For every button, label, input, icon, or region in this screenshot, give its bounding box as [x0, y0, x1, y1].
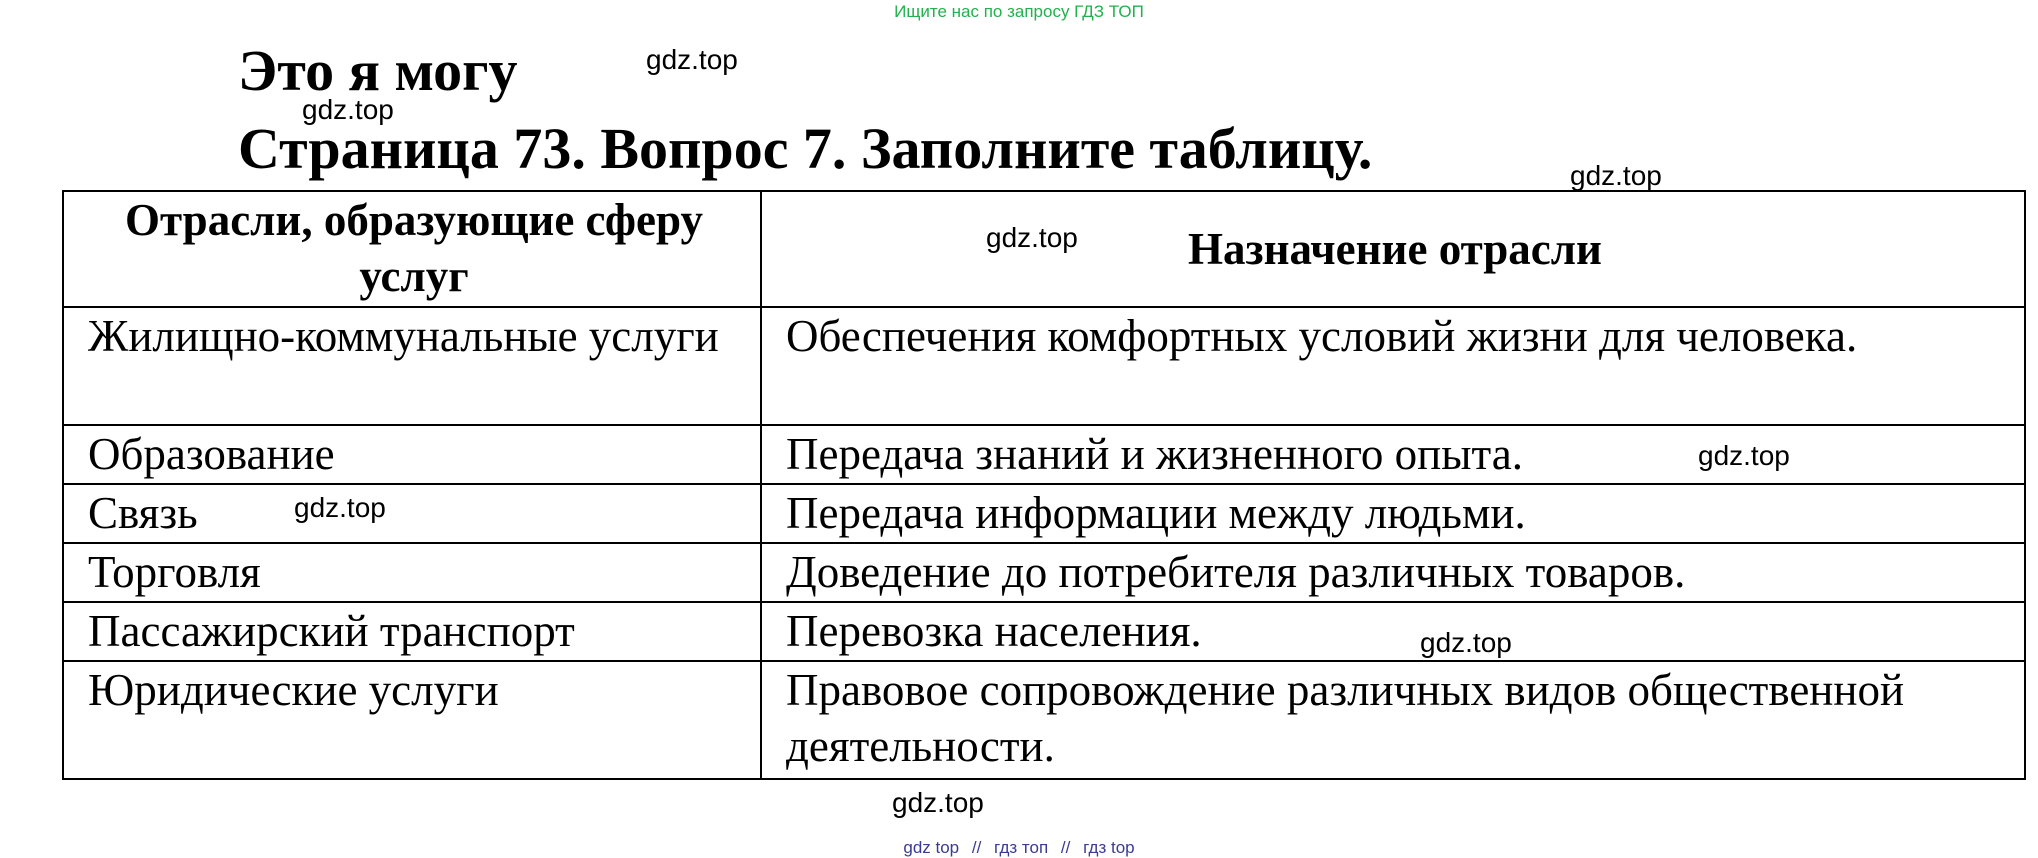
- industry-cell: Пассажирский транспорт: [63, 602, 761, 661]
- table-row: [63, 661, 2025, 779]
- footer-link[interactable]: gdz top: [903, 838, 960, 857]
- top-banner: Ищите нас по запросу ГДЗ ТОП: [894, 2, 1144, 21]
- industry-cell: Жилищно-коммунальные услуги: [63, 307, 761, 425]
- purpose-cell: Правовое сопровождение различных видов общественной деятельности.: [761, 661, 2025, 779]
- footer-separator: //: [1060, 838, 1071, 857]
- watermark: gdz.top: [1698, 440, 1790, 471]
- question-title: Страница 73. Вопрос 7. Заполните таблицу.: [238, 116, 1373, 181]
- purpose-cell: Передача информации между людьми.: [761, 484, 2025, 543]
- footer-link[interactable]: гдз топ: [994, 838, 1049, 857]
- footer-separator: //: [971, 838, 982, 857]
- table-row: [63, 543, 2025, 602]
- watermark: gdz.top: [986, 222, 1078, 253]
- services-table: [62, 190, 2026, 780]
- watermark: gdz.top: [294, 492, 386, 523]
- section-title: Это я могу: [238, 38, 518, 103]
- industry-cell: Образование: [63, 425, 761, 484]
- industry-cell: Юридические услуги: [63, 661, 761, 779]
- footer-links: [0, 838, 2038, 858]
- purpose-cell: Перевозка населения.: [761, 602, 2025, 661]
- header-industries: Отрасли, образующие сферу услуг: [63, 191, 761, 307]
- header-purpose: Назначение отрасли: [761, 191, 2025, 307]
- purpose-cell: Передача знаний и жизненного опыта.: [761, 425, 2025, 484]
- watermark: gdz.top: [646, 44, 738, 75]
- table-row: [63, 602, 2025, 661]
- industry-cell: Связь: [63, 484, 761, 543]
- watermark: gdz.top: [302, 94, 394, 125]
- purpose-cell: Доведение до потребителя различных товаров.: [761, 543, 2025, 602]
- watermark: gdz.top: [1570, 160, 1662, 191]
- footer-link[interactable]: гдз top: [1083, 838, 1135, 857]
- watermark: gdz.top: [1420, 627, 1512, 658]
- table-row: [63, 307, 2025, 425]
- industry-cell: Торговля: [63, 543, 761, 602]
- purpose-cell: Обеспечения комфортных условий жизни для человека.: [761, 307, 2025, 425]
- watermark: gdz.top: [892, 787, 984, 818]
